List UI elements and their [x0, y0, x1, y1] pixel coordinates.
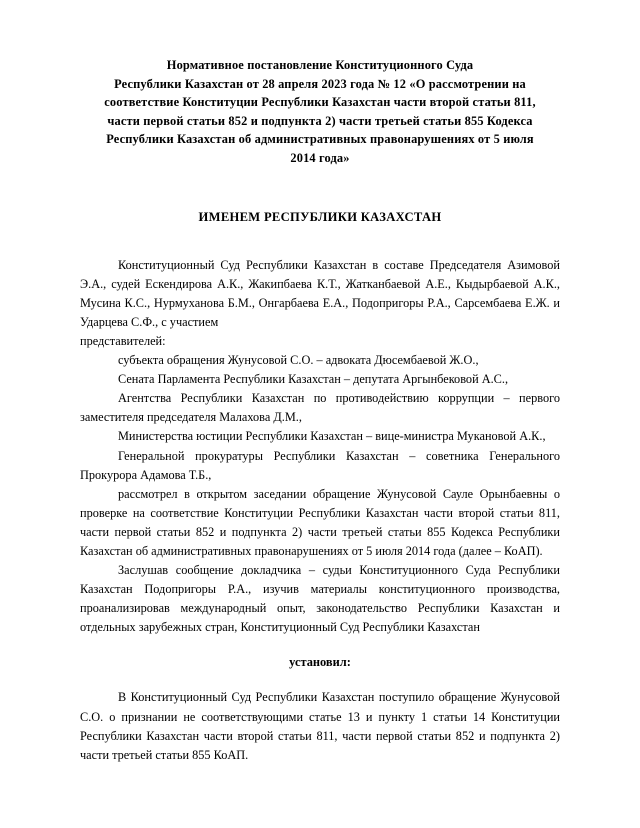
document-title-line-6: 2014 года» [290, 150, 350, 165]
paragraph-having-heard: Заслушав сообщение докладчика – судьи Конституционного Суда Республики Казахстан Подопригоры Р.А., изучив материалы конституционного производства, проанализировав международный опыт, законодательство Республики Казахстан и отдельных зарубежных стран, Конституционный Суд Республики Казахстан [80, 563, 560, 635]
paragraph-representatives-label: представителей: [80, 333, 166, 348]
resolve-word: установил: [289, 655, 351, 670]
paragraph-application-received: В Конституционный Суд Республики Казахстан поступило обращение Жунусовой С.О. о признании не соответствующими статье 13 и пункту 1 статьи 14 Конституции Республики Казахстан части второй статьи 811, части первой статьи 852 и подпункта 2) части третьей статьи 855 КоАП. [80, 690, 560, 762]
resolve-closing-gap [80, 672, 560, 688]
paragraph-applicant-representative: субъекта обращения Жунусовой С.О. – адвоката Дюсембаевой Ж.О., [118, 353, 479, 368]
heading-body-gap [80, 226, 560, 256]
document-title-line-4: части первой статьи 852 и подпункта 2) части третьей статьи 855 Кодекса [107, 113, 533, 128]
document-title-line-2: Республики Казахстан от 28 апреля 2023 года № 12 «О рассмотрении на [114, 76, 526, 91]
title-heading-gap [80, 172, 560, 208]
body-resolve-gap [80, 637, 560, 653]
paragraph-senate-representative: Сената Парламента Республики Казахстан – депутата Аргынбековой А.С., [118, 372, 509, 387]
paragraph-examined-case: рассмотрел в открытом заседании обращение Жунусовой Сауле Орынбаевны о проверке на соответствие Конституции Республики Казахстан части второй статьи 811, части первой статьи 852 и подпункта 2) части третьей статьи 855 Кодекса Республики Казахстан об административных правонарушениях от 5 июля 2014 года (далее – КоАП). [80, 486, 560, 558]
paragraph-anticorruption-representative: Агентства Республики Казахстан по противодействию коррупции – первого заместителя председателя Малахова Д.М., [80, 391, 560, 425]
paragraph-prosecutor-representative: Генеральной прокуратуры Республики Казахстан – советника Генерального Прокурора Адамова Т.Б., [80, 448, 560, 482]
document-body [80, 256, 560, 765]
paragraph-composition: Конституционный Суд Республики Казахстан в составе Председателя Азимовой Э.А., судей Ескендирова А.К., Жакипбаева К.Т., Жатканбаевой А.Е., Кыдырбаевой А.К., Мусина К.С., Нурмуханова Б.М., Онгарбаева Е.А., Подопригоры Р.А., Сарсембаева Е.Ж. и Ударцева С.Ф., с участием [80, 257, 560, 329]
document-title [80, 56, 560, 168]
document-title-line-3: соответствие Конституции Республики Казахстан части второй статьи 811, [104, 95, 536, 110]
document-title-line-5: Республики Казахстан об административных правонарушениях от 5 июля [106, 132, 534, 147]
paragraph-justice-ministry-representative: Министерства юстиции Республики Казахстан – вице-министра Мукановой А.К., [118, 429, 546, 444]
document-title-line-1: Нормативное постановление Конституционного Суда [166, 58, 474, 72]
in-the-name-heading: ИМЕНЕМ РЕСПУБЛИКИ КАЗАХСТАН [198, 209, 442, 224]
